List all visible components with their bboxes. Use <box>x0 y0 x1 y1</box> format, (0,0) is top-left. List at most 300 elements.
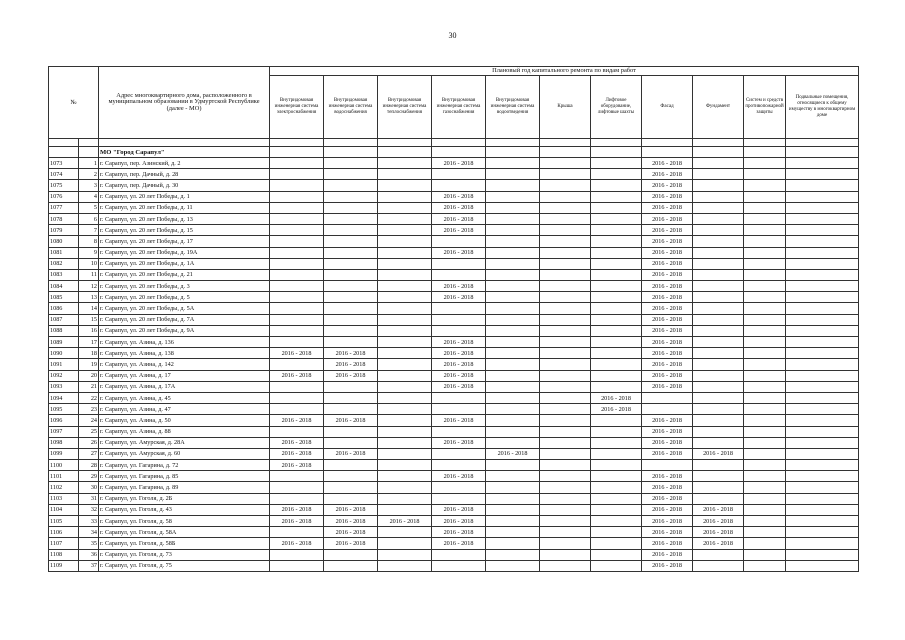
row-local-number: 24 <box>79 415 99 426</box>
row-work-period: 2016 - 2018 <box>432 527 486 538</box>
row-address: г. Сарапул, ул. 20 лет Победы, д. 5 <box>99 292 270 303</box>
header-work-type: Внутридомовая инженерная система электроснабжения <box>270 76 324 139</box>
row-local-number: 2 <box>79 169 99 180</box>
row-global-number: 1073 <box>49 158 79 169</box>
row-global-number: 1100 <box>49 460 79 471</box>
table-row <box>49 460 859 471</box>
row-work-period <box>591 191 642 202</box>
row-work-period <box>540 504 591 515</box>
row-work-period <box>786 202 859 213</box>
table-row <box>49 482 859 493</box>
row-work-period <box>378 448 432 459</box>
row-local-number: 26 <box>79 437 99 448</box>
row-work-period <box>270 180 324 191</box>
row-work-period <box>786 180 859 191</box>
row-work-period: 2016 - 2018 <box>324 370 378 381</box>
row-work-period <box>486 325 540 336</box>
row-local-number: 17 <box>79 337 99 348</box>
row-work-period: 2016 - 2018 <box>432 158 486 169</box>
mo-blank-cell <box>378 147 432 158</box>
row-local-number: 8 <box>79 236 99 247</box>
row-global-number: 1101 <box>49 471 79 482</box>
row-work-period <box>693 381 744 392</box>
row-work-period <box>378 415 432 426</box>
row-local-number: 16 <box>79 325 99 336</box>
table-row <box>49 538 859 549</box>
row-work-period <box>744 281 786 292</box>
row-work-period <box>786 404 859 415</box>
row-work-period <box>642 460 693 471</box>
header-work-type: Подвальные помещения, относящиеся к общему имуществу в многоквартирном доме <box>786 76 859 139</box>
row-work-period: 2016 - 2018 <box>642 370 693 381</box>
row-work-period <box>591 269 642 280</box>
table-row <box>49 527 859 538</box>
row-address: г. Сарапул, ул. Гоголя, д. 2Б <box>99 493 270 504</box>
row-work-period <box>744 437 786 448</box>
row-global-number: 1092 <box>49 370 79 381</box>
row-work-period <box>693 482 744 493</box>
row-work-period <box>270 269 324 280</box>
row-work-period <box>540 538 591 549</box>
row-work-period <box>693 191 744 202</box>
header-work-type: Фундамент <box>693 76 744 139</box>
row-work-period <box>540 415 591 426</box>
row-address: г. Сарапул, пер. Дачный, д. 28 <box>99 169 270 180</box>
row-work-period <box>486 415 540 426</box>
row-work-period <box>591 460 642 471</box>
row-work-period <box>270 213 324 224</box>
row-work-period <box>540 560 591 571</box>
row-global-number: 1075 <box>49 180 79 191</box>
row-work-period <box>432 269 486 280</box>
row-work-period <box>324 169 378 180</box>
row-address: г. Сарапул, ул. 20 лет Победы, д. 3 <box>99 281 270 292</box>
row-work-period: 2016 - 2018 <box>432 359 486 370</box>
row-work-period <box>744 493 786 504</box>
row-work-period <box>378 258 432 269</box>
mo-blank-cell <box>540 147 591 158</box>
row-work-period <box>693 460 744 471</box>
row-work-period: 2016 - 2018 <box>270 348 324 359</box>
row-address: г. Сарапул, ул. 20 лет Победы, д. 19А <box>99 247 270 258</box>
header-work-type: Систем и средств противопожарной защиты <box>744 76 786 139</box>
row-work-period <box>486 482 540 493</box>
row-work-period <box>693 314 744 325</box>
row-address: г. Сарапул, ул. Азина, д. 142 <box>99 359 270 370</box>
row-work-period <box>642 392 693 403</box>
row-work-period <box>693 269 744 280</box>
row-work-period <box>378 527 432 538</box>
row-work-period <box>486 258 540 269</box>
row-address: г. Сарапул, ул. Гагарина, д. 72 <box>99 460 270 471</box>
blank-cell <box>786 139 859 147</box>
table-row <box>49 426 859 437</box>
row-work-period: 2016 - 2018 <box>642 560 693 571</box>
row-work-period <box>591 258 642 269</box>
row-address: г. Сарапул, ул. 20 лет Победы, д. 5А <box>99 303 270 314</box>
row-work-period: 2016 - 2018 <box>432 538 486 549</box>
row-work-period <box>486 213 540 224</box>
row-work-period <box>693 560 744 571</box>
row-work-period <box>693 258 744 269</box>
row-global-number: 1077 <box>49 202 79 213</box>
row-work-period <box>378 269 432 280</box>
row-work-period <box>591 359 642 370</box>
table-row <box>49 281 859 292</box>
row-address: г. Сарапул, ул. Гоголя, д. 75 <box>99 560 270 571</box>
row-work-period <box>786 504 859 515</box>
row-work-period <box>744 381 786 392</box>
row-work-period <box>591 292 642 303</box>
row-work-period <box>744 225 786 236</box>
row-address: г. Сарапул, ул. 20 лет Победы, д. 9А <box>99 325 270 336</box>
header-work-type: Внутридомовая инженерная система водоотведения <box>486 76 540 139</box>
table-row <box>49 247 859 258</box>
mo-blank-cell <box>744 147 786 158</box>
row-local-number: 15 <box>79 314 99 325</box>
row-work-period <box>540 269 591 280</box>
row-work-period <box>486 191 540 202</box>
row-work-period <box>642 404 693 415</box>
row-work-period: 2016 - 2018 <box>642 448 693 459</box>
row-global-number: 1089 <box>49 337 79 348</box>
table-row <box>49 303 859 314</box>
row-work-period <box>786 359 859 370</box>
row-work-period <box>324 202 378 213</box>
row-work-period <box>744 538 786 549</box>
row-work-period <box>591 560 642 571</box>
row-work-period <box>270 549 324 560</box>
row-local-number: 12 <box>79 281 99 292</box>
row-work-period <box>540 404 591 415</box>
row-work-period <box>270 169 324 180</box>
row-work-period <box>270 392 324 403</box>
row-work-period <box>324 191 378 202</box>
row-work-period <box>786 258 859 269</box>
row-work-period <box>693 493 744 504</box>
row-address: г. Сарапул, ул. Гагарина, д. 85 <box>99 471 270 482</box>
row-work-period <box>432 169 486 180</box>
row-work-period <box>270 292 324 303</box>
row-work-period <box>540 236 591 247</box>
row-work-period <box>486 169 540 180</box>
row-work-period <box>744 169 786 180</box>
row-work-period: 2016 - 2018 <box>642 213 693 224</box>
row-address: г. Сарапул, ул. Гоголя, д. 58А <box>99 527 270 538</box>
mo-blank-cell <box>432 147 486 158</box>
row-address: г. Сарапул, ул. Амурская, д. 60 <box>99 448 270 459</box>
row-work-period <box>324 247 378 258</box>
row-work-period <box>270 225 324 236</box>
row-work-period <box>432 493 486 504</box>
row-work-period: 2016 - 2018 <box>693 527 744 538</box>
row-local-number: 31 <box>79 493 99 504</box>
table-row <box>49 269 859 280</box>
page-number: 30 <box>448 31 457 40</box>
row-work-period <box>591 180 642 191</box>
row-work-period <box>324 180 378 191</box>
row-local-number: 18 <box>79 348 99 359</box>
row-work-period: 2016 - 2018 <box>324 538 378 549</box>
row-work-period <box>591 314 642 325</box>
row-work-period <box>378 460 432 471</box>
header-group-row <box>49 67 859 76</box>
row-address: г. Сарапул, ул. Азина, д. 136 <box>99 337 270 348</box>
blank-cell <box>324 139 378 147</box>
row-work-period: 2016 - 2018 <box>486 448 540 459</box>
row-work-period <box>744 404 786 415</box>
row-work-period <box>591 415 642 426</box>
row-work-period <box>432 236 486 247</box>
row-work-period: 2016 - 2018 <box>642 549 693 560</box>
row-address: г. Сарапул, ул. 20 лет Победы, д. 1А <box>99 258 270 269</box>
row-work-period <box>693 292 744 303</box>
row-address: г. Сарапул, ул. Азина, д. 47 <box>99 404 270 415</box>
row-work-period: 2016 - 2018 <box>324 359 378 370</box>
row-work-period: 2016 - 2018 <box>432 337 486 348</box>
row-work-period: 2016 - 2018 <box>324 527 378 538</box>
row-work-period <box>693 303 744 314</box>
row-work-period <box>744 504 786 515</box>
row-work-period <box>786 236 859 247</box>
row-work-period <box>744 236 786 247</box>
row-work-period <box>378 560 432 571</box>
header-number: № <box>49 67 99 139</box>
header-work-type: Крыша <box>540 76 591 139</box>
row-work-period <box>378 381 432 392</box>
row-work-period <box>786 303 859 314</box>
row-work-period: 2016 - 2018 <box>432 191 486 202</box>
row-work-period <box>270 381 324 392</box>
row-work-period <box>693 359 744 370</box>
row-local-number: 21 <box>79 381 99 392</box>
row-work-period <box>270 482 324 493</box>
row-work-period: 2016 - 2018 <box>324 504 378 515</box>
row-local-number: 32 <box>79 504 99 515</box>
row-work-period <box>786 493 859 504</box>
row-work-period: 2016 - 2018 <box>642 527 693 538</box>
row-work-period: 2016 - 2018 <box>693 504 744 515</box>
row-work-period <box>744 482 786 493</box>
blank-cell <box>99 139 270 147</box>
row-address: г. Сарапул, ул. Азина, д. 17 <box>99 370 270 381</box>
row-address: г. Сарапул, ул. Азина, д. 17А <box>99 381 270 392</box>
row-global-number: 1090 <box>49 348 79 359</box>
row-work-period <box>324 337 378 348</box>
row-work-period <box>693 225 744 236</box>
row-work-period <box>270 247 324 258</box>
mo-blank-cell <box>270 147 324 158</box>
row-work-period: 2016 - 2018 <box>693 448 744 459</box>
row-address: г. Сарапул, ул. Азина, д. 45 <box>99 392 270 403</box>
table-row <box>49 236 859 247</box>
row-local-number: 14 <box>79 303 99 314</box>
row-global-number: 1083 <box>49 269 79 280</box>
row-work-period <box>591 325 642 336</box>
row-work-period <box>591 348 642 359</box>
mo-blank-cell <box>591 147 642 158</box>
row-work-period <box>786 538 859 549</box>
row-work-period <box>591 381 642 392</box>
row-local-number: 10 <box>79 258 99 269</box>
table-row <box>49 549 859 560</box>
row-global-number: 1096 <box>49 415 79 426</box>
row-work-period <box>540 460 591 471</box>
row-work-period <box>591 493 642 504</box>
row-work-period <box>432 314 486 325</box>
header-work-type: Фасад <box>642 76 693 139</box>
row-global-number: 1109 <box>49 560 79 571</box>
table-row <box>49 448 859 459</box>
table-row <box>49 392 859 403</box>
row-work-period <box>486 247 540 258</box>
row-work-period <box>432 325 486 336</box>
row-local-number: 7 <box>79 225 99 236</box>
row-work-period <box>486 370 540 381</box>
row-global-number: 1080 <box>49 236 79 247</box>
row-work-period <box>786 460 859 471</box>
row-work-period: 2016 - 2018 <box>642 482 693 493</box>
row-work-period: 2016 - 2018 <box>642 504 693 515</box>
row-global-number: 1097 <box>49 426 79 437</box>
row-work-period: 2016 - 2018 <box>432 471 486 482</box>
row-local-number: 36 <box>79 549 99 560</box>
header-work-type: Внутридомовая инженерная система водоснабжения <box>324 76 378 139</box>
row-work-period <box>693 202 744 213</box>
row-work-period <box>540 482 591 493</box>
row-work-period <box>591 549 642 560</box>
row-work-period <box>540 258 591 269</box>
row-work-period <box>540 549 591 560</box>
row-work-period <box>270 471 324 482</box>
row-global-number: 1102 <box>49 482 79 493</box>
row-work-period <box>744 158 786 169</box>
row-global-number: 1074 <box>49 169 79 180</box>
row-address: г. Сарапул, ул. Гоголя, д. 73 <box>99 549 270 560</box>
row-address: г. Сарапул, ул. Амурская, д. 28А <box>99 437 270 448</box>
row-work-period <box>270 560 324 571</box>
row-work-period <box>432 549 486 560</box>
row-work-period <box>744 191 786 202</box>
row-address: г. Сарапул, ул. Азина, д. 50 <box>99 415 270 426</box>
row-work-period <box>693 337 744 348</box>
row-address: г. Сарапул, ул. Гоголя, д. 58 <box>99 516 270 527</box>
row-work-period: 2016 - 2018 <box>642 337 693 348</box>
row-work-period <box>324 482 378 493</box>
mo-blank-cell <box>79 147 99 158</box>
blank-cell <box>591 139 642 147</box>
row-work-period <box>378 549 432 560</box>
row-work-period: 2016 - 2018 <box>432 370 486 381</box>
row-work-period <box>540 381 591 392</box>
table-row <box>49 493 859 504</box>
row-work-period <box>540 202 591 213</box>
row-work-period <box>693 213 744 224</box>
table-row <box>49 415 859 426</box>
row-work-period <box>591 169 642 180</box>
row-work-period: 2016 - 2018 <box>642 538 693 549</box>
row-work-period <box>693 236 744 247</box>
row-work-period <box>786 269 859 280</box>
table-row <box>49 158 859 169</box>
row-work-period <box>324 292 378 303</box>
row-work-period <box>693 471 744 482</box>
row-work-period <box>486 236 540 247</box>
row-work-period <box>324 213 378 224</box>
row-work-period: 2016 - 2018 <box>642 471 693 482</box>
row-work-period <box>591 437 642 448</box>
row-work-period <box>324 460 378 471</box>
row-work-period <box>591 448 642 459</box>
row-work-period <box>693 348 744 359</box>
row-work-period <box>540 180 591 191</box>
row-work-period <box>786 292 859 303</box>
row-work-period: 2016 - 2018 <box>432 504 486 515</box>
row-global-number: 1106 <box>49 527 79 538</box>
mo-blank-cell <box>486 147 540 158</box>
row-work-period <box>786 225 859 236</box>
row-work-period <box>786 348 859 359</box>
row-work-period: 2016 - 2018 <box>642 493 693 504</box>
table-row <box>49 202 859 213</box>
row-work-period: 2016 - 2018 <box>432 381 486 392</box>
row-work-period <box>324 381 378 392</box>
row-work-period <box>270 426 324 437</box>
row-work-period <box>786 337 859 348</box>
row-local-number: 29 <box>79 471 99 482</box>
row-work-period <box>591 281 642 292</box>
row-work-period <box>786 370 859 381</box>
row-work-period: 2016 - 2018 <box>432 348 486 359</box>
row-address: г. Сарапул, ул. 20 лет Победы, д. 17 <box>99 236 270 247</box>
row-work-period <box>432 303 486 314</box>
row-local-number: 33 <box>79 516 99 527</box>
capital-repair-table <box>48 66 859 572</box>
row-work-period: 2016 - 2018 <box>591 392 642 403</box>
row-work-period <box>324 281 378 292</box>
row-work-period <box>591 213 642 224</box>
row-work-period <box>786 549 859 560</box>
header-address: Адрес многоквартирного дома, расположенного в муниципальном образовании в Удмуртской Республике (далее - МО) <box>99 67 270 139</box>
row-work-period <box>378 236 432 247</box>
row-local-number: 13 <box>79 292 99 303</box>
row-work-period <box>744 269 786 280</box>
row-local-number: 5 <box>79 202 99 213</box>
header-work-type: Лифтовое оборудование, лифтовые шахты <box>591 76 642 139</box>
row-work-period <box>378 493 432 504</box>
row-work-period <box>540 281 591 292</box>
row-work-period: 2016 - 2018 <box>642 269 693 280</box>
row-global-number: 1085 <box>49 292 79 303</box>
row-work-period <box>432 482 486 493</box>
row-work-period: 2016 - 2018 <box>642 258 693 269</box>
table-row <box>49 337 859 348</box>
row-work-period <box>540 191 591 202</box>
row-work-period <box>378 482 432 493</box>
mo-blank-cell <box>642 147 693 158</box>
row-work-period <box>591 337 642 348</box>
row-work-period <box>378 247 432 258</box>
row-address: г. Сарапул, пер. Дачный, д. 30 <box>99 180 270 191</box>
table-row <box>49 348 859 359</box>
row-work-period <box>786 392 859 403</box>
row-address: г. Сарапул, ул. 20 лет Победы, д. 7А <box>99 314 270 325</box>
row-work-period <box>486 404 540 415</box>
mo-blank-cell <box>786 147 859 158</box>
row-work-period: 2016 - 2018 <box>432 437 486 448</box>
row-work-period <box>540 314 591 325</box>
row-work-period: 2016 - 2018 <box>270 370 324 381</box>
